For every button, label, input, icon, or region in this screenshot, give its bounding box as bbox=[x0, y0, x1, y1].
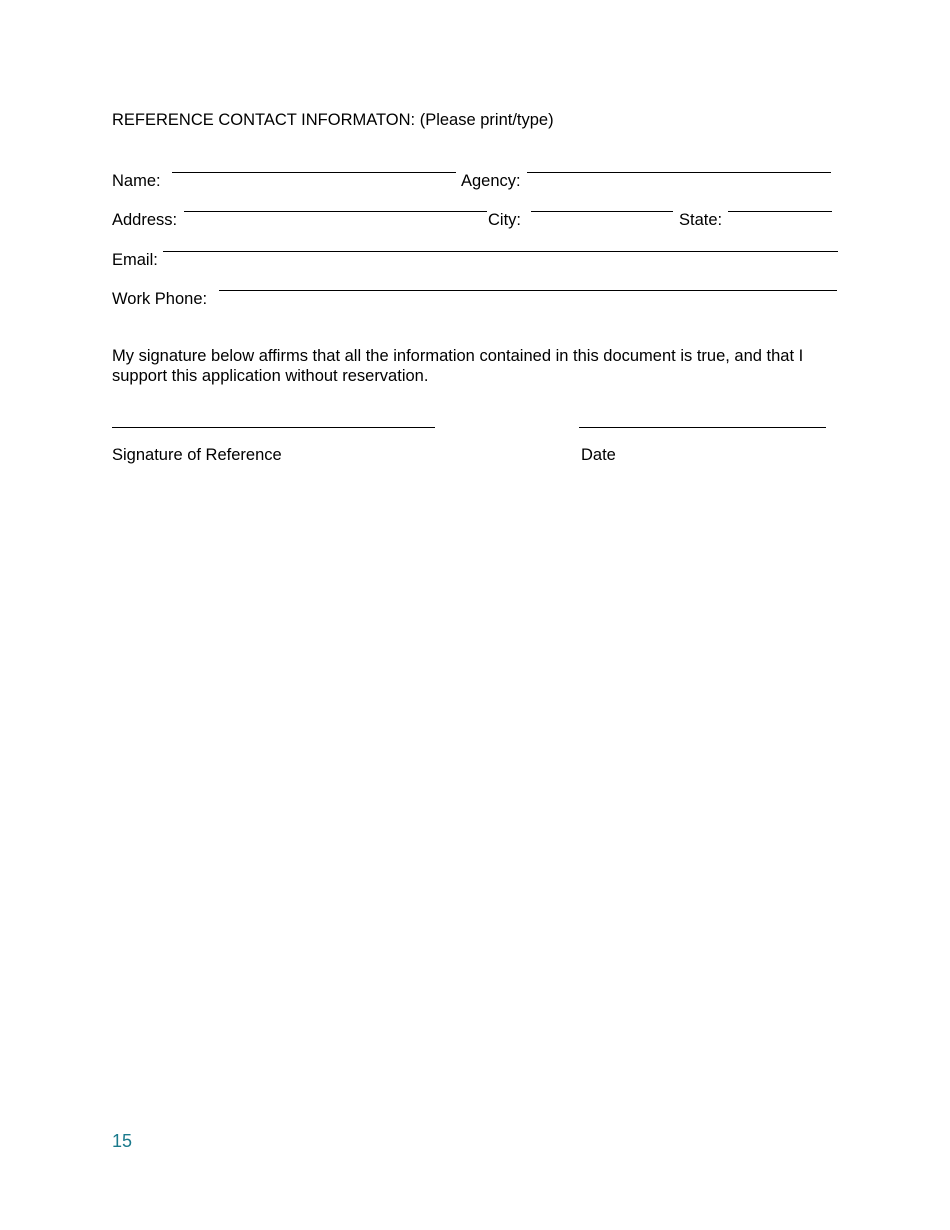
agency-label: Agency: bbox=[461, 172, 521, 190]
page-number: 15 bbox=[112, 1131, 133, 1151]
address-field-line[interactable] bbox=[184, 211, 487, 212]
work-phone-label: Work Phone: bbox=[112, 290, 208, 308]
state-field-line[interactable] bbox=[728, 211, 832, 212]
state-label: State: bbox=[679, 211, 723, 229]
affirmation-text: My signature below affirms that all the information contained in this document is true, and that I support this application without reservation. bbox=[112, 347, 804, 385]
email-field-line[interactable] bbox=[163, 251, 838, 252]
email-label: Email: bbox=[112, 251, 158, 269]
form-heading: REFERENCE CONTACT INFORMATON: (Please print/type) bbox=[112, 111, 554, 129]
agency-field-line[interactable] bbox=[527, 172, 831, 173]
date-line[interactable] bbox=[579, 427, 826, 428]
date-label: Date bbox=[581, 446, 616, 464]
signature-line[interactable] bbox=[112, 427, 435, 428]
name-label: Name: bbox=[112, 172, 161, 190]
signature-label: Signature of Reference bbox=[112, 446, 282, 464]
city-field-line[interactable] bbox=[531, 211, 673, 212]
name-field-line[interactable] bbox=[172, 172, 456, 173]
address-label: Address: bbox=[112, 211, 178, 229]
work-phone-field-line[interactable] bbox=[219, 290, 837, 291]
city-label: City: bbox=[488, 211, 521, 229]
